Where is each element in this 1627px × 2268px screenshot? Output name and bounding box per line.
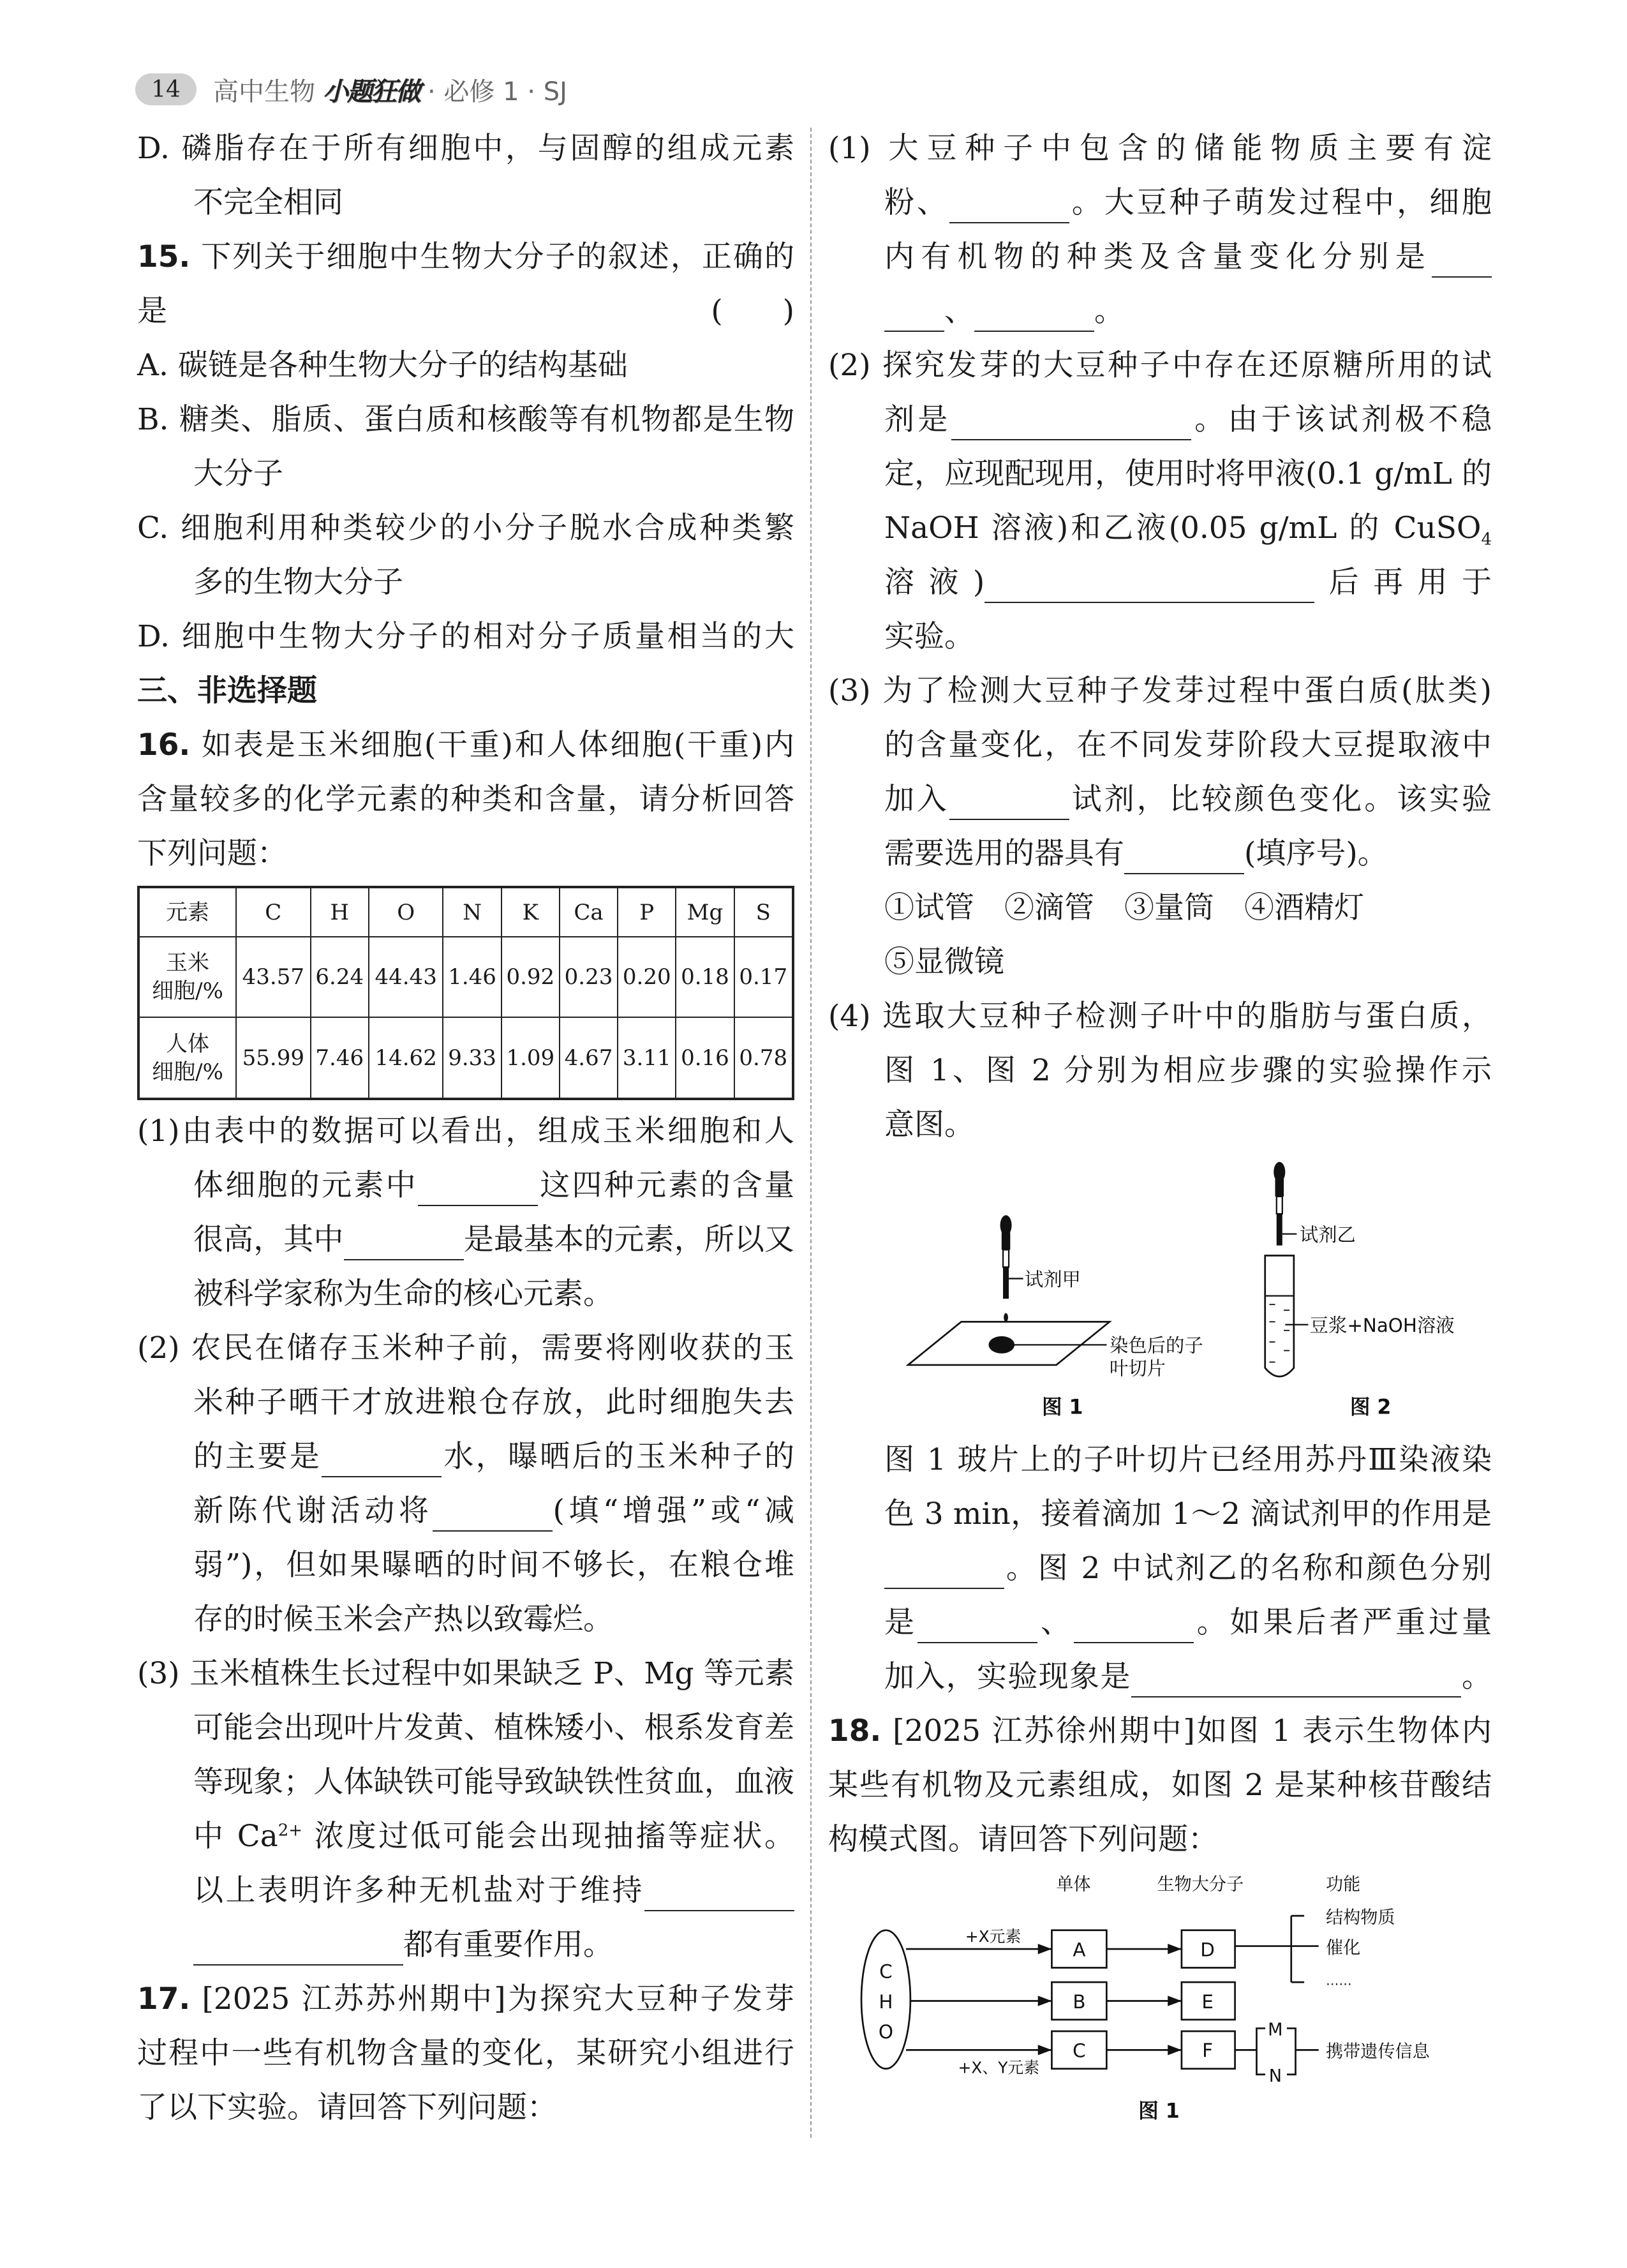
left-text-bottom: [137, 1104, 794, 2135]
text-line: [137, 1158, 794, 1212]
text: 新陈代谢活动将: [193, 1493, 433, 1528]
text-line: [828, 1098, 1492, 1152]
text: 下列问题：: [137, 836, 287, 871]
text: 。大豆种子萌发过程中，细胞: [1069, 185, 1492, 220]
text: 定，应现配现用，使用时将甲液(0.1 g/mL 的: [884, 456, 1492, 491]
table-cell: 14.62: [369, 1017, 443, 1099]
text-line: [828, 718, 1492, 772]
bold-text: 18.: [828, 1713, 882, 1749]
text-line: [828, 1812, 1492, 1867]
text: 了以下实验。请回答下列问题：: [137, 2090, 557, 2125]
text: 中 Ca: [193, 1819, 278, 1854]
text: 是: [884, 1605, 918, 1640]
text-line: [137, 1755, 794, 1809]
text-line: [828, 664, 1492, 718]
text: D. 磷脂存在于所有细胞中，与固醇的组成元素: [137, 131, 794, 166]
text: D. 细胞中生物大分子的相对分子质量相当的大: [137, 619, 794, 654]
text-line: [137, 1646, 794, 1701]
element-content-table: [137, 886, 794, 1100]
text: 可能会出现叶片发黄、植株矮小、根系发育差: [193, 1710, 794, 1745]
type-m: M: [1268, 2020, 1283, 2040]
table-header-cell: H: [311, 887, 369, 937]
table-row: [138, 1017, 793, 1099]
superscript: 2+: [278, 1821, 303, 1840]
arrow-top-label: +X元素: [965, 1927, 1022, 1946]
text: 体细胞的元素中: [193, 1168, 418, 1203]
left-column: [137, 121, 794, 2135]
text-line: [137, 1375, 794, 1429]
text: 的主要是: [193, 1439, 322, 1474]
table-cell: 0.17: [734, 937, 793, 1017]
function-genetic-info: 携带遗传信息: [1326, 2041, 1430, 2062]
text-line: [137, 1592, 794, 1646]
right-column: [828, 121, 1492, 2141]
element-o: O: [878, 2021, 893, 2043]
text: 实验。: [884, 619, 974, 654]
macromolecule-diagram: [828, 1867, 1492, 2141]
test-tube: [1265, 1255, 1294, 1376]
fig2-caption: 图 2: [1349, 1396, 1392, 1419]
text-line: [828, 881, 1492, 935]
table-cell: 9.33: [443, 1017, 501, 1099]
fig1-slide-label: 染色后的子: [1110, 1334, 1203, 1357]
table-cell: 0.78: [734, 1017, 793, 1099]
text: 下列关于细胞中生物大分子的叙述，正确的: [190, 239, 794, 274]
text: 弱”)，但如果曝晒的时间不够长，在粮仓堆: [193, 1548, 794, 1583]
fig1-reagent-label: 试剂甲: [1024, 1268, 1081, 1290]
col-macromolecule: 生物大分子: [1157, 1874, 1244, 1895]
column-divider: [810, 128, 812, 2138]
text: 粉、: [884, 185, 949, 220]
table-cell: 6.24: [311, 937, 369, 1017]
text: 存的时候玉米会产热以致霉烂。: [193, 1602, 613, 1637]
table-cell: 0.18: [676, 937, 734, 1017]
text: (填序号)。: [1244, 836, 1388, 871]
answer-blank[interactable]: [949, 780, 1069, 820]
text: 是: [137, 294, 167, 329]
text-line: [137, 609, 794, 664]
text-line: [828, 447, 1492, 501]
text-line: [137, 121, 794, 175]
text: 以上表明许多种无机盐对于维持: [193, 1873, 644, 1908]
fig1-caption: 图 1: [1041, 1396, 1083, 1419]
answer-blank[interactable]: [884, 1549, 1004, 1589]
text: 很高，其中: [193, 1222, 344, 1257]
row-label-line: 人体: [166, 1031, 209, 1057]
table-cell: 1.09: [501, 1017, 560, 1099]
text: 溶液): [884, 565, 985, 600]
text: 不完全相同: [193, 185, 343, 220]
text-line: [137, 1701, 794, 1755]
text: 水，曝晒后的玉米种子的: [442, 1439, 795, 1474]
text: C. 细胞利用种类较少的小分子脱水合成种类繁: [137, 511, 794, 546]
text-line: [828, 609, 1492, 664]
answer-blank[interactable]: [951, 401, 1191, 440]
table-cell: 0.20: [618, 937, 676, 1017]
text-line: [828, 989, 1492, 1043]
text-line: [137, 1212, 794, 1267]
dropper-icon: [1274, 1162, 1285, 1246]
text: 的含量变化，在不同发芽阶段大豆提取液中: [884, 727, 1492, 763]
row-label: [138, 1017, 236, 1099]
answer-blank[interactable]: [984, 563, 1314, 603]
fig2-reagent-label: 试剂乙: [1299, 1223, 1356, 1246]
text: 。: [1094, 294, 1124, 329]
table-header-cell: S: [734, 887, 793, 937]
brand-logo: 小题狂做: [323, 77, 420, 107]
text: 。由于该试剂极不稳: [1191, 402, 1492, 437]
monomer-c: C: [1073, 2040, 1086, 2062]
table-cell: 0.23: [560, 937, 618, 1017]
text: 后再用于: [1314, 565, 1492, 600]
text-line: [828, 1541, 1492, 1595]
answer-blank[interactable]: [418, 1167, 538, 1206]
text: 多的生物大分子: [193, 565, 403, 600]
text-line: [828, 230, 1492, 284]
text: 这四种元素的含量: [537, 1168, 795, 1203]
text-line: [137, 1267, 794, 1321]
answer-blank[interactable]: [918, 1604, 1037, 1643]
macromolecule-e: E: [1201, 1990, 1214, 2013]
table-header-cell: P: [618, 887, 676, 937]
macromolecule-diagram-svg: [828, 1867, 1492, 2141]
text-line: [137, 1104, 794, 1158]
text-line: [828, 501, 1492, 555]
text: 。: [1460, 1659, 1492, 1694]
table-header-cell: O: [369, 887, 443, 937]
table-header-cell: 元素: [138, 887, 236, 937]
text-line: [828, 284, 1492, 338]
text-line: [828, 935, 1492, 989]
text: A. 碳链是各种生物大分子的结构基础: [137, 348, 628, 383]
text-line: [137, 1863, 794, 1918]
answer-blank[interactable]: [433, 1492, 553, 1532]
fig1-slide-label: 叶切片: [1110, 1357, 1166, 1380]
monomer-a: A: [1073, 1939, 1086, 1961]
answer-blank[interactable]: [1131, 1658, 1461, 1697]
text: [2025 江苏苏州期中]为探究大豆种子发芽: [190, 1981, 794, 2017]
answer-blank[interactable]: [193, 1926, 403, 1966]
row-label-line: 细胞/%: [152, 978, 223, 1004]
answer-blank[interactable]: [1074, 1604, 1194, 1643]
text: 构模式图。请回答下列问题：: [828, 1822, 1218, 1857]
dropper-icon: [1000, 1215, 1012, 1322]
table-cell: 43.57: [236, 937, 311, 1017]
table-cell: 4.67: [560, 1017, 618, 1099]
text: 内有机物的种类及含量变化分别是: [884, 239, 1432, 274]
table-row: [138, 937, 793, 1017]
row-label-line: 细胞/%: [152, 1059, 223, 1085]
text: (1)由表中的数据可以看出，组成玉米细胞和人: [137, 1114, 794, 1149]
text-line: [137, 1429, 794, 1484]
text-line: [828, 121, 1492, 175]
text-line: [828, 1650, 1492, 1704]
element-h: H: [879, 1990, 893, 2013]
answer-bracket: ( ): [711, 294, 794, 329]
text-line: [828, 338, 1492, 392]
text-line: [828, 826, 1492, 881]
text-line: [137, 284, 794, 338]
text: 加入: [884, 782, 949, 817]
table-header-cell: Ca: [560, 887, 618, 937]
table-cell: 0.16: [676, 1017, 734, 1099]
function-structure: 结构物质: [1326, 1907, 1395, 1928]
answer-blank[interactable]: [884, 292, 944, 332]
bold-text: 三、非选择题: [137, 673, 317, 708]
text: 、: [944, 294, 974, 329]
text-line: [828, 392, 1492, 447]
col-function: 功能: [1326, 1874, 1361, 1895]
text-line: [828, 1043, 1492, 1098]
text: 图 1、图 2 分别为相应步骤的实验操作示: [884, 1053, 1492, 1088]
answer-blank[interactable]: [1432, 238, 1492, 278]
text: 是最基本的元素，所以又: [463, 1222, 794, 1257]
text: 过程中一些有机物含量的变化，某研究小组进行: [137, 2036, 794, 2071]
text-line: [137, 338, 794, 392]
text: [2025 江苏徐州期中]如图 1 表示生物体内: [881, 1713, 1492, 1749]
text-line: [137, 2080, 794, 2135]
text-line: [137, 1972, 794, 2026]
text-line: [828, 1758, 1492, 1812]
table-cell: 1.46: [443, 937, 501, 1017]
text: 、: [1037, 1605, 1074, 1640]
answer-blank[interactable]: [322, 1438, 442, 1477]
text-line: [137, 2026, 794, 2080]
text-line: [137, 1321, 794, 1375]
text-line: [828, 1704, 1492, 1758]
text-line: [828, 1595, 1492, 1650]
text: (4) 选取大豆种子检测子叶中的脂肪与蛋白质，: [828, 999, 1492, 1034]
experiment-figures-svg: [828, 1152, 1492, 1433]
text-line: [137, 1538, 794, 1592]
text: 含量较多的化学元素的种类和含量，请分析回答: [137, 782, 794, 817]
subscript: 4: [1481, 530, 1492, 549]
text-line: [137, 555, 794, 609]
text-line: [828, 175, 1492, 230]
text: (2) 探究发芽的大豆种子中存在还原糖所用的试: [828, 348, 1492, 383]
text: 需要选用的器具有: [884, 836, 1124, 871]
function-etc: ……: [1326, 1973, 1352, 1988]
bold-text: 17.: [137, 1981, 191, 2017]
text: 。如果后者严重过量: [1193, 1605, 1492, 1640]
arrow-bottom-label: +X、Y元素: [958, 2058, 1040, 2077]
text: 色 3 min，接着滴加 1～2 滴试剂甲的作用是: [884, 1496, 1492, 1532]
text-line: [137, 501, 794, 555]
page-header: [135, 71, 567, 107]
text-line: [137, 718, 794, 772]
table-header-cell: K: [501, 887, 560, 937]
answer-blank[interactable]: [974, 292, 1094, 332]
text: 加入，实验现象是: [884, 1659, 1131, 1694]
table-cell: 3.11: [618, 1017, 676, 1099]
text: 剂是: [884, 402, 951, 437]
text: 大分子: [193, 456, 283, 491]
answer-blank[interactable]: [644, 1872, 794, 1911]
fig2-tube-label: 豆浆+NaOH溶液: [1309, 1315, 1455, 1337]
text: NaOH 溶液)和乙液(0.05 g/mL 的 CuSO: [884, 511, 1482, 546]
text-line: [828, 1433, 1492, 1487]
text: 米种子晒干才放进粮仓存放，此时细胞失去: [193, 1385, 794, 1420]
text: (填“增强”或“减: [553, 1493, 795, 1528]
text-line: [828, 1487, 1492, 1541]
macromolecule-f: F: [1202, 2040, 1214, 2062]
subject-title: 高中生物: [213, 77, 315, 107]
text: 图 1 玻片上的子叶切片已经用苏丹Ⅲ染液染: [884, 1442, 1492, 1477]
right-text-bottom: [828, 1433, 1492, 1867]
table-cell: 44.43: [369, 937, 443, 1017]
text: 都有重要作用。: [403, 1927, 613, 1962]
text-line: [137, 826, 794, 881]
text: (3) 为了检测大豆种子发芽过程中蛋白质(肽类): [828, 673, 1492, 708]
series-title: · 必修 1 · SJ: [427, 77, 567, 107]
function-catalysis: 催化: [1326, 1937, 1361, 1958]
text-line: [137, 1918, 794, 1972]
text: 试剂，比较颜色变化。该实验: [1069, 782, 1492, 817]
macromolecule-d: D: [1200, 1939, 1215, 1961]
text: 浓度过低可能会出现抽搐等症状。: [302, 1819, 794, 1854]
element-c: C: [879, 1960, 893, 1983]
row-label: [138, 937, 236, 1017]
type-n: N: [1268, 2066, 1282, 2087]
text: 如表是玉米细胞(干重)和人体细胞(干重)内: [190, 727, 794, 763]
text: 等现象；人体缺铁可能导致缺铁性贫血，血液: [193, 1764, 794, 1800]
text-line: [828, 555, 1492, 609]
text-line: [137, 664, 794, 718]
table-header-cell: C: [236, 887, 311, 937]
bold-text: 16.: [137, 727, 191, 763]
col-monomer: 单体: [1056, 1874, 1091, 1895]
text: 被科学家称为生命的核心元素。: [193, 1276, 613, 1311]
text: 。图 2 中试剂乙的名称和颜色分别: [1004, 1551, 1492, 1586]
text-line: [137, 1809, 794, 1863]
table-header-cell: Mg: [676, 887, 734, 937]
text-line: [137, 392, 794, 447]
row-label-line: 玉米: [166, 950, 209, 976]
text: 某些有机物及元素组成，如图 2 是某种核苷酸结: [828, 1768, 1492, 1803]
bold-text: 15.: [137, 239, 191, 274]
diagram-caption: 图 1: [1138, 2100, 1180, 2123]
text: B. 糖类、脂质、蛋白质和核酸等有机物都是生物: [137, 402, 794, 437]
text: ⑤显微镜: [884, 944, 1004, 980]
text-line: [137, 772, 794, 826]
leaf-section: [988, 1336, 1014, 1354]
table-header-cell: N: [443, 887, 501, 937]
answer-blank[interactable]: [1124, 835, 1244, 874]
text: (2) 农民在储存玉米种子前，需要将刚收获的玉: [137, 1331, 794, 1366]
table-cell: 0.92: [501, 937, 560, 1017]
table-header-row: [138, 887, 793, 937]
table-cell: 55.99: [236, 1017, 311, 1099]
monomer-b: B: [1073, 1990, 1086, 2013]
table-cell: 7.46: [311, 1017, 369, 1099]
text-line: [137, 447, 794, 501]
answer-blank[interactable]: [949, 184, 1069, 223]
text: 意图。: [884, 1107, 974, 1142]
text: ①试管 ②滴管 ③量筒 ④酒精灯: [884, 890, 1364, 925]
right-text-top: [828, 121, 1492, 1152]
answer-blank[interactable]: [344, 1221, 464, 1260]
text-line: [828, 772, 1492, 826]
text-line: [137, 175, 794, 230]
text: (3) 玉米植株生长过程中如果缺乏 P、Mg 等元素: [137, 1656, 794, 1691]
text-line: [137, 230, 794, 284]
text: (1) 大豆种子中包含的储能物质主要有淀: [828, 131, 1492, 166]
text-line: [137, 1484, 794, 1538]
experiment-figures: [828, 1152, 1492, 1433]
page-number: 14: [135, 73, 197, 105]
left-text-top: [137, 121, 794, 881]
